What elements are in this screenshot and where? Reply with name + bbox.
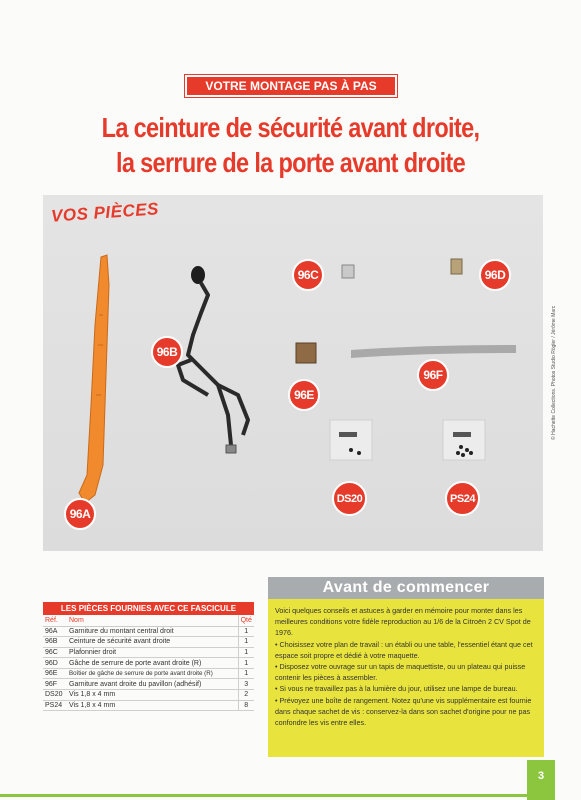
part-96a-drawing bbox=[79, 255, 109, 503]
badge-96a: 96A bbox=[64, 498, 96, 530]
row-ref: 96F bbox=[43, 679, 67, 690]
part-96c-drawing bbox=[342, 265, 354, 278]
badge-96b: 96B bbox=[151, 336, 183, 368]
row-ref: 96E bbox=[43, 668, 67, 679]
avant-title: Avant de commencer bbox=[268, 577, 544, 599]
row-ref: PS24 bbox=[43, 700, 67, 711]
row-qte: 1 bbox=[238, 626, 254, 637]
avant-tip: • Disposez votre ouvrage sur un tapis de maquettiste, ou un plateau qui puisse contenir les pièces à assembler. bbox=[275, 662, 526, 683]
row-nom: Garniture avant droite du pavillon (adhésif) bbox=[67, 679, 238, 690]
title-line-1: La ceinture de sécurité avant droite, bbox=[101, 112, 480, 143]
row-nom: Gâche de serrure de porte avant droite (R) bbox=[67, 658, 238, 669]
column-ref: Réf. bbox=[43, 615, 67, 626]
photo-heading: VOS PIÈCES bbox=[50, 199, 160, 226]
parts-table-title: LES PIÈCES FOURNIES AVEC CE FASCICULE bbox=[43, 602, 254, 615]
row-ref: 96B bbox=[43, 637, 67, 648]
table-row bbox=[43, 647, 254, 658]
part-96b-drawing bbox=[178, 266, 248, 453]
part-96e-drawing bbox=[296, 343, 316, 363]
row-ref: 96C bbox=[43, 647, 67, 658]
row-qte: 2 bbox=[238, 690, 254, 701]
part-ps24-bag bbox=[443, 420, 485, 460]
part-96d-drawing bbox=[451, 259, 462, 274]
table-row bbox=[43, 690, 254, 701]
row-nom: Plafonnier droit bbox=[67, 647, 238, 658]
row-qte: 1 bbox=[238, 668, 254, 679]
column-qte: Qté bbox=[238, 615, 254, 626]
avant-body bbox=[268, 599, 544, 757]
row-nom: Boîtier de gâche de serrure de porte avant droite (R) bbox=[67, 668, 238, 679]
row-qte: 1 bbox=[238, 637, 254, 648]
avant-tip: • Choisissez votre plan de travail : un établi ou une table, l'essentiel étant que cet espace soit propre et dédié à votre maquette. bbox=[275, 639, 533, 660]
badge-96e: 96E bbox=[288, 379, 320, 411]
table-row bbox=[43, 700, 254, 711]
avant-de-commencer-box bbox=[268, 577, 544, 757]
footer-rule bbox=[0, 794, 527, 797]
page-number: 3 bbox=[527, 760, 555, 800]
badge-ps24: PS24 bbox=[445, 481, 480, 516]
row-nom: Vis 1,8 x 4 mm bbox=[67, 690, 238, 701]
avant-tip: • Prévoyez une boîte de rangement. Notez qu'une vis supplémentaire est fournie dans chaque sachet de vis : conservez-la dans son sachet d'origine pour ne pas confondre les vis entre elles. bbox=[275, 695, 532, 728]
row-qte: 8 bbox=[238, 700, 254, 711]
title-line-2: la serrure de la porte avant droite bbox=[115, 147, 466, 178]
row-ref: 96D bbox=[43, 658, 67, 669]
row-nom: Vis 1,8 x 4 mm bbox=[67, 700, 238, 711]
section-banner: VOTRE MONTAGE PAS À PAS bbox=[185, 75, 397, 97]
photo-credit: © Hachette Collections. Photos Studio Rögler / Jérôme Marc bbox=[551, 305, 557, 440]
row-qte: 3 bbox=[238, 679, 254, 690]
column-nom: Nom bbox=[67, 615, 238, 626]
table-row bbox=[43, 668, 254, 679]
parts-photo bbox=[43, 195, 543, 551]
badge-ds20: DS20 bbox=[332, 481, 367, 516]
table-row bbox=[43, 679, 254, 690]
page-title bbox=[63, 110, 517, 180]
table-row bbox=[43, 658, 254, 669]
row-nom: Ceinture de sécurité avant droite bbox=[67, 637, 238, 648]
avant-tip: • Si vous ne travaillez pas à la lumière du jour, utilisez une lampe de bureau. bbox=[275, 684, 518, 694]
table-row bbox=[43, 626, 254, 637]
part-ds20-bag bbox=[330, 420, 372, 460]
row-ref: 96A bbox=[43, 626, 67, 637]
part-96f-drawing bbox=[351, 345, 516, 358]
row-ref: DS20 bbox=[43, 690, 67, 701]
row-qte: 1 bbox=[238, 658, 254, 669]
row-qte: 1 bbox=[238, 647, 254, 658]
parts-table bbox=[43, 602, 254, 711]
avant-intro: Voici quelques conseils et astuces à garder en mémoire pour monter dans les meilleures conditions votre fidèle reproduction au 1/6 de la Citroën 2 CV Spot de 1976. bbox=[275, 606, 531, 638]
row-nom: Garniture du montant central droit bbox=[67, 626, 238, 637]
badge-96c: 96C bbox=[292, 259, 324, 291]
table-row bbox=[43, 637, 254, 648]
badge-96f: 96F bbox=[417, 359, 449, 391]
badge-96d: 96D bbox=[479, 259, 511, 291]
